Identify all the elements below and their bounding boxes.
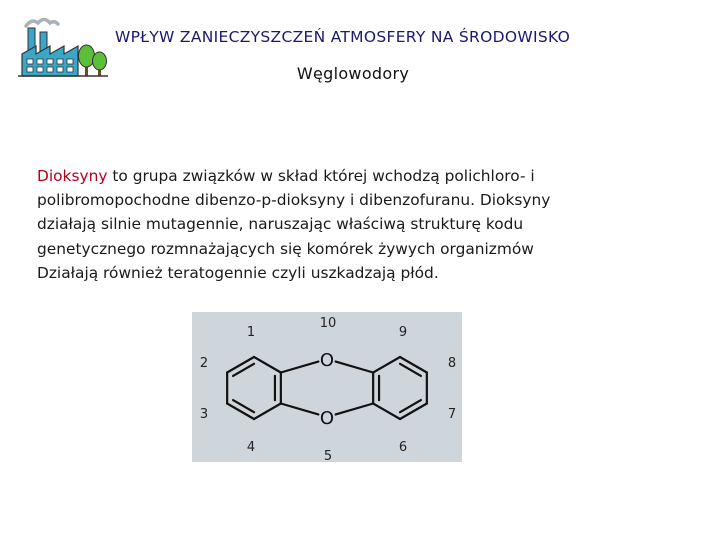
position-9: 9	[398, 325, 408, 340]
oxygen-atom-bottom: O	[319, 408, 335, 429]
paragraph-line-3: działają silnie mutagennie, naruszając właściwą strukturę kodu	[37, 215, 524, 234]
position-6: 6	[398, 440, 408, 455]
position-3: 3	[199, 407, 209, 422]
position-8: 8	[447, 356, 457, 371]
structure-background	[192, 312, 462, 462]
description-paragraph	[37, 164, 677, 285]
position-7: 7	[447, 407, 457, 422]
position-5: 5	[323, 449, 333, 462]
position-2: 2	[199, 356, 209, 371]
slide-header-title: WPŁYW ZANIECZYSZCZEŃ ATMOSFERY NA ŚRODOWISKO	[115, 28, 571, 46]
oxygen-atom-top: O	[319, 350, 335, 371]
position-4: 4	[246, 440, 256, 455]
paragraph-line-5: Działają również teratogennie czyli uszkadzają płód.	[37, 263, 439, 282]
highlighted-term: Dioksyny	[37, 167, 108, 185]
paragraph-line-2: polibromopochodne dibenzo-p-dioksyny i dibenzofuranu. Dioksyny	[37, 191, 551, 210]
dibenzo-p-dioxin-structure	[192, 312, 462, 462]
paragraph-line-1: to grupa związków w skład której wchodzą polichloro- i	[107, 167, 535, 185]
position-10: 10	[319, 316, 337, 331]
paragraph-line-4: genetycznego rozmnażających się komórek żywych organizmów	[37, 239, 534, 258]
position-1: 1	[246, 325, 256, 340]
slide-subtitle: Węglowodory	[296, 64, 410, 83]
